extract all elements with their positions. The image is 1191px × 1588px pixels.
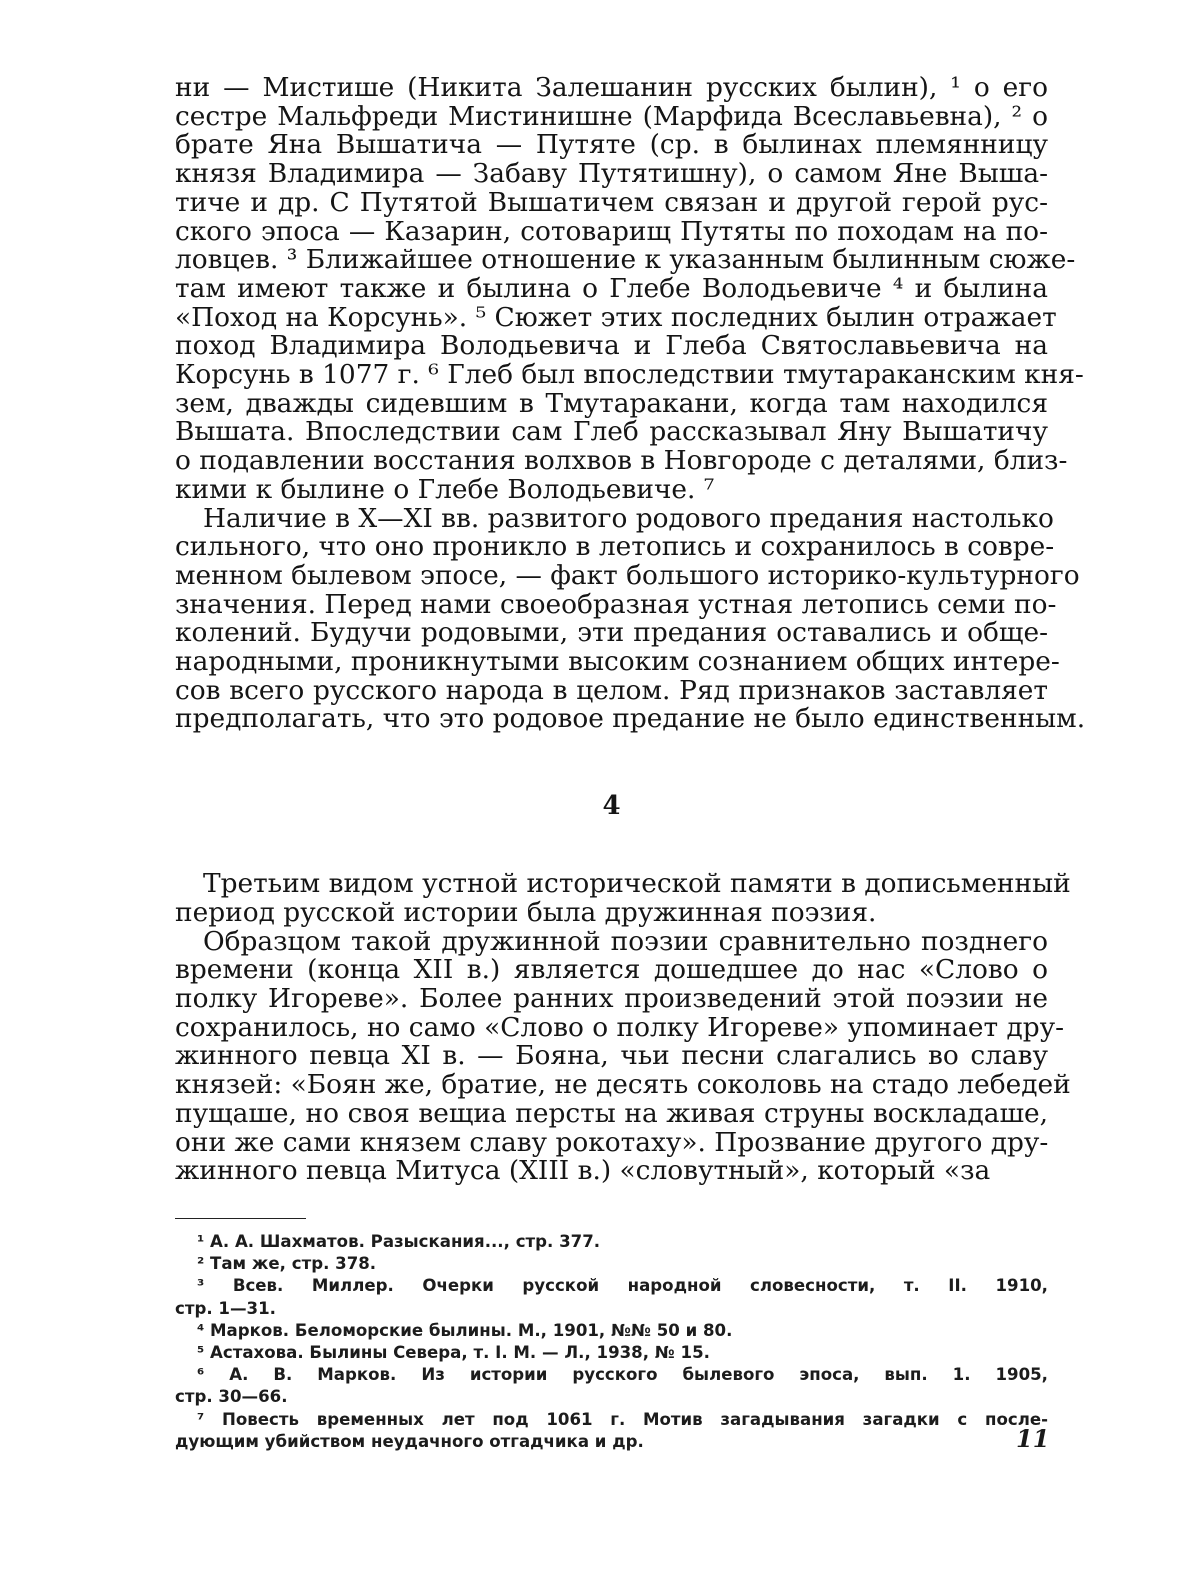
text-line: князя Владимира — Забаву Путятишну), о самом Яне Выша- (175, 158, 1048, 190)
text-line: там имеют также и былина о Глебе Володьевиче ⁴ и былина (175, 272, 1048, 304)
footnote-line: стр. 1—31. (175, 1298, 276, 1318)
text-line: времени (конца XII в.) является дошедшее до нас «Слово о (175, 954, 1048, 986)
text-line: брате Яна Вышатича — Путяте (ср. в былинах племянницу (175, 129, 1048, 161)
text-line: ского эпоса — Казарин, сотоварищ Путяты по походам на по- (175, 215, 1048, 247)
text-line: жинного певца Митуса (XIII в.) «словутный», который «за (175, 1155, 991, 1187)
paragraph-2 (175, 502, 1086, 735)
footnote-line: ⁴ Марков. Беломорские былины. М., 1901, №№ 50 и 80. (197, 1320, 733, 1340)
text-line: жинного певца XI в. — Бояна, чьи песни слагались во славу (175, 1040, 1048, 1072)
text-line: сов всего русского народа в целом. Ряд признаков заставляет (175, 674, 1048, 706)
text-line: кими к былине о Глебе Володьевиче. ⁷ (175, 473, 715, 505)
text-line: сохранилось, но само «Слово о полку Игореве» упоминает дру- (175, 1011, 1065, 1043)
section-number: 4 (602, 791, 621, 822)
footnote-line: дующим убийством неудачного отгадчика и др. (175, 1431, 644, 1451)
text-line: «Поход на Корсунь». ⁵ Сюжет этих последних былин отражает (175, 301, 1057, 333)
footnote-line: ² Там же, стр. 378. (197, 1254, 377, 1274)
footnote-line: стр. 30—66. (175, 1387, 288, 1407)
paragraph-3 (175, 868, 1071, 928)
text-line: Вышата. Впоследствии сам Глеб рассказывал Яну Вышатичу (175, 416, 1048, 448)
text-line: колений. Будучи родовыми, эти предания оставались и обще- (175, 617, 1048, 649)
footnote-line: ³ Всев. Миллер. Очерки русской народной словесности, т. II. 1910, (197, 1276, 1048, 1296)
page-number: 11 (1016, 1424, 1050, 1453)
text-line: Третьим видом устной исторической памяти в дописьменный (203, 868, 1071, 900)
text-line: ни — Мистише (Никита Залешанин русских былин), ¹ о его (175, 72, 1048, 103)
text-line: пущаше, но своя вещиа персты на живая струны воскладаше, (175, 1097, 1048, 1129)
text-line: зем, дважды сидевшим в Тмутаракани, когда там находился (175, 387, 1048, 419)
text-line: предполагать, что это родовое предание не было единственным. (175, 703, 1086, 735)
text-line: они же сами князем славу рокотаху». Прозвание другого дру- (175, 1126, 1049, 1158)
text-line: Образцом такой дружинной поэзии сравнительно позднего (203, 925, 1048, 957)
paragraph-4 (175, 925, 1071, 1187)
footnotes (175, 1231, 1048, 1453)
text-line: менном былевом эпосе, — факт большого историко-культурного (175, 559, 1080, 591)
footnote-divider (175, 1218, 306, 1219)
footnote-line: ⁷ Повесть временных лет под 1061 г. Мотив загадывания загадки с после- (197, 1409, 1048, 1429)
footnote-line: ¹ А. А. Шахматов. Разыскания..., стр. 377. (197, 1231, 601, 1251)
text-line: сестре Мальфреди Мистинишне (Марфида Всеславьевна), ² о (175, 100, 1048, 132)
text-line: значения. Перед нами своеобразная устная летопись семи по- (175, 588, 1057, 620)
text-line: сильного, что оно проникло в летопись и сохранилось в совре- (175, 531, 1055, 563)
text-line: тиче и др. С Путятой Вышатичем связан и другой герой рус- (175, 186, 1048, 218)
footnote-line: ⁵ Астахова. Былины Севера, т. I. М. — Л., 1938, № 15. (197, 1342, 710, 1362)
text-line: Корсунь в 1077 г. ⁶ Глеб был впоследствии тмутараканским кня- (175, 359, 1084, 391)
text-line: период русской истории была дружинная поэзия. (175, 896, 877, 928)
paragraph-1 (175, 72, 1084, 505)
text-line: о подавлении восстания волхвов в Новгороде с деталями, близ- (175, 445, 1068, 477)
text-line: князей: «Боян же, братие, не десять соколовь на стадо лебедей (175, 1069, 1071, 1101)
text-line: поход Владимира Володьевича и Глеба Святославьевича на (175, 330, 1048, 362)
text-line: народными, проникнутыми высоким сознанием общих интере- (175, 646, 1060, 678)
text-line: Наличие в X—XI вв. развитого родового предания настолько (203, 502, 1054, 534)
footnote-line: ⁶ А. В. Марков. Из истории русского былевого эпоса, вып. 1. 1905, (197, 1365, 1048, 1385)
text-line: ловцев. ³ Ближайшее отношение к указанным былинным сюже- (175, 244, 1076, 276)
text-line: полку Игореве». Более ранних произведений этой поэзии не (175, 982, 1048, 1014)
page-body (175, 72, 1086, 1453)
